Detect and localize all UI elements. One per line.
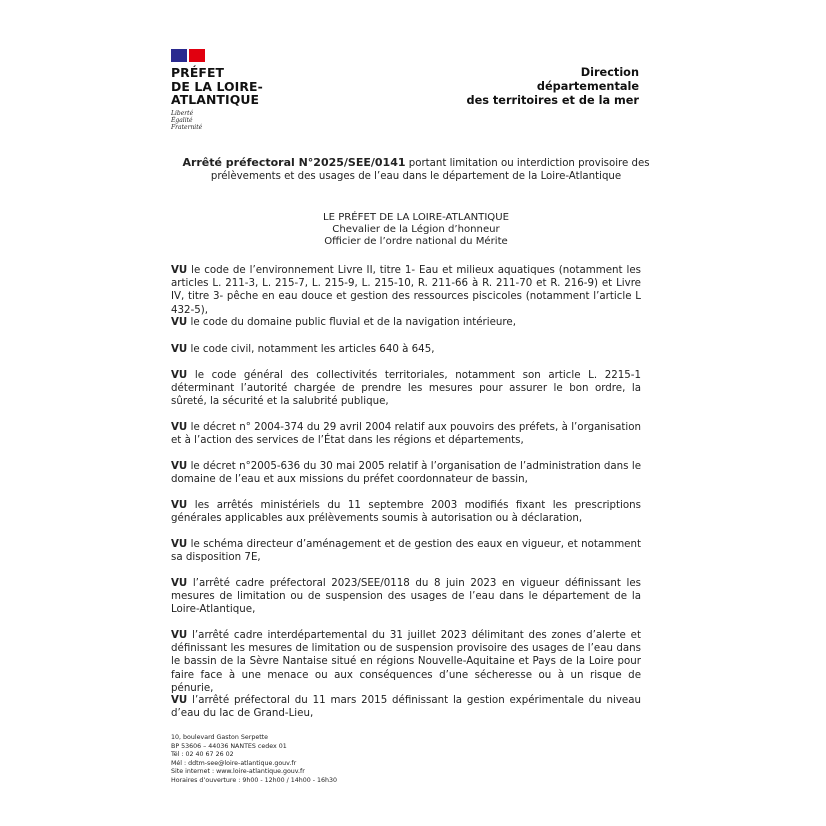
- prefecture-line: PRÉFET: [171, 65, 225, 80]
- visa-paragraph: VU l’arrêté cadre interdépartemental du 31 juillet 2023 délimitant des zones d’alerte et définissant les mesures de limitation ou de suspension provisoire des usages de l’eau dans le bassin de la Sèvre Nantaise situé en régions Nouvelle-Aquitaine et Pays de la Loire pour faire face à une menace ou aux conséquences d’une sécheresse ou à un risque de pénurie,: [171, 629, 641, 694]
- footer-line: Tél : 02 40 67 26 02: [171, 751, 234, 759]
- direction-heading: [466, 66, 639, 109]
- direction-line: départementale: [536, 80, 639, 94]
- visa-paragraph: VU l’arrêté préfectoral du 11 mars 2015 définissant la gestion expérimentale du niveau d’eau du lac de Grand-Lieu,: [171, 694, 641, 720]
- decree-number: Arrêté préfectoral N°2025/SEE/0141: [182, 156, 406, 169]
- footer-line: BP 53606 – 44036 NANTES cedex 01: [171, 742, 287, 750]
- prefet-line: Officier de l’ordre national du Mérite: [324, 235, 508, 247]
- prefecture-line: ATLANTIQUE: [171, 92, 260, 107]
- prefet-line: Chevalier de la Légion d’honneur: [332, 223, 500, 235]
- prefecture-name: [171, 66, 263, 107]
- visa-paragraph: VU le code du domaine public fluvial et de la navigation intérieure,: [171, 316, 516, 328]
- direction-line: Direction: [580, 66, 639, 79]
- prefecture-line: DE LA LOIRE-: [171, 78, 263, 94]
- visa-paragraph: VU le décret n° 2004-374 du 29 avril 2004 relatif aux pouvoirs des préfets, à l’organisation et à l’action des services de l’État dans les régions et départements,: [171, 421, 641, 447]
- motto-line: Fraternité: [171, 124, 203, 131]
- visa-paragraph: VU le décret n°2005-636 du 30 mai 2005 relatif à l’organisation de l’administration dans le domaine de l’eau et aux missions du préfet coordonnateur de bassin,: [171, 460, 641, 486]
- prefet-line: LE PRÉFET DE LA LOIRE-ATLANTIQUE: [322, 212, 510, 223]
- direction-line: des territoires et de la mer: [466, 94, 639, 108]
- footer-line: Horaires d’ouverture : 9h00 - 12h00 / 14h00 - 16h30: [171, 776, 338, 784]
- motto-line: Égalité: [171, 117, 193, 124]
- decree-title: [160, 157, 672, 183]
- republic-motto: [171, 110, 202, 131]
- decree-title-line2: prélèvements et des usages de l’eau dans le département de la Loire-Atlantique: [210, 170, 622, 182]
- visa-paragraph: VU les arrêtés ministériels du 11 septembre 2003 modifiés fixant les prescriptions générales applicables aux prélèvements soumis à autorisation ou à déclaration,: [171, 499, 641, 525]
- footer-line: Site internet : www.loire-atlantique.gouv.fr: [171, 768, 305, 776]
- decree-title-rest: portant limitation ou interdiction provisoire des: [405, 158, 650, 169]
- footer-line: Mél : ddtm-see@loire-atlantique.gouv.fr: [171, 759, 297, 767]
- visa-paragraph: VU le code de l’environnement Livre II, titre 1- Eau et milieux aquatiques (notamment les articles L. 211-3, L. 215-7, L. 215-9, L. 215-10, R. 211-66 à R. 211-70 et R. 216-9) et Livre IV, titre 3- pêche en eau douce et gestion des ressources piscicoles (notamment l’article L 432-5),: [171, 264, 641, 316]
- prefet-titles: [200, 212, 632, 247]
- footer-address: [171, 734, 337, 786]
- visa-paragraph: VU le code civil, notamment les articles 640 à 645,: [171, 343, 435, 355]
- motto-line: Liberté: [171, 110, 194, 117]
- visa-paragraph: VU l’arrêté cadre préfectoral 2023/SEE/0118 du 8 juin 2023 en vigueur définissant les mesures de limitation ou de suspension des usages de l’eau dans le département de la Loire-Atlantique,: [171, 577, 641, 616]
- visa-paragraph: VU le schéma directeur d’aménagement et de gestion des eaux en vigueur, et notamment sa disposition 7E,: [171, 538, 641, 564]
- footer-line: 10, boulevard Gaston Serpette: [171, 734, 269, 741]
- visa-paragraph: VU le code général des collectivités territoriales, notamment son article L. 2215-1 déterminant l’autorité chargée de prendre les mesures pour assurer le bon ordre, la sûreté, la sécurité et la salubrité publique,: [171, 369, 641, 408]
- marianne-flag-icon: [171, 49, 205, 62]
